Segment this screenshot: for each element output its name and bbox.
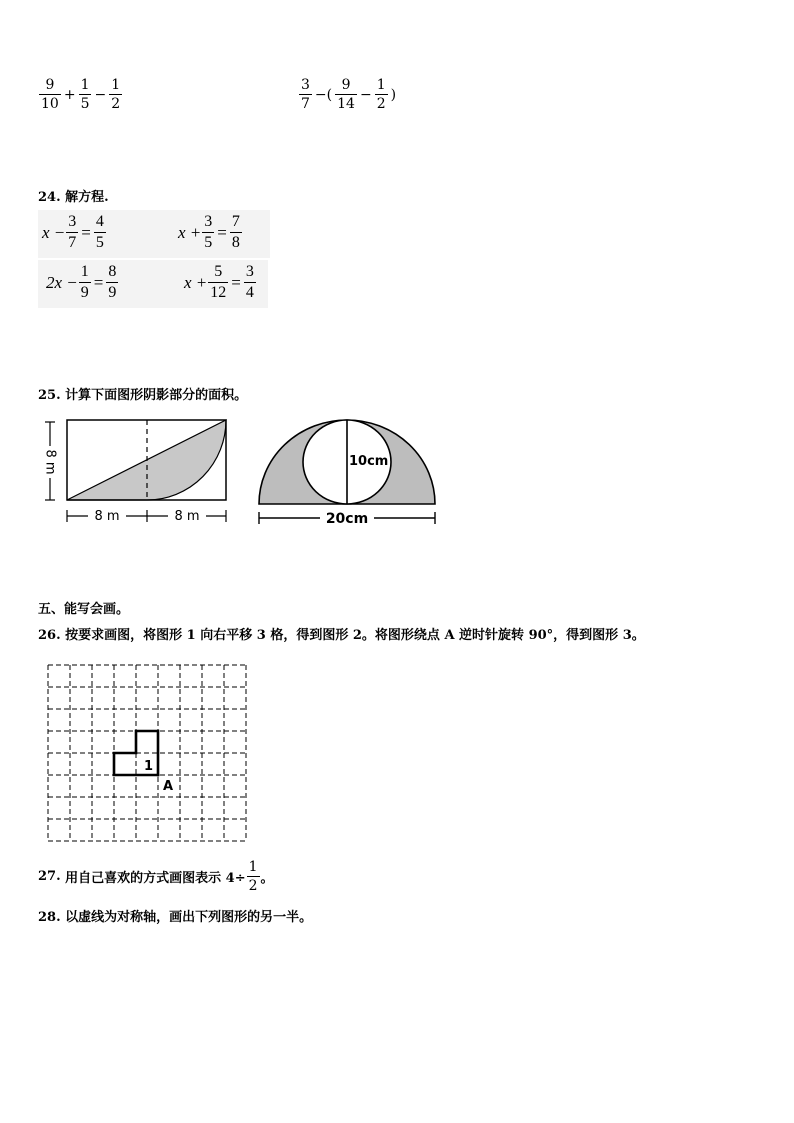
fraction: $\frac{1}{2}$	[376, 77, 386, 112]
point-a-dot	[157, 774, 160, 777]
grid-figure	[44, 660, 254, 846]
height-label: 8 m	[42, 449, 58, 475]
bottom-left-label: 8 m	[94, 509, 120, 524]
figure-rectangle-shaded	[36, 410, 236, 526]
equation-2: x + $\frac{3}{5}$ = $\frac{7}{8}$	[178, 213, 240, 251]
question-26-heading: 26. 按要求画图，将图形 1 向右平移 3 格，得到图形 2。将图形绕点 A 逆时针旋转 90°，得到图形 3。	[38, 628, 645, 643]
question-28-heading: 28. 以虚线为对称轴，画出下列图形的另一半。	[38, 910, 313, 925]
fraction: $\frac{9}{10}$	[41, 77, 59, 112]
equation-4: x + $\frac{5}{12}$ = $\frac{3}{4}$	[184, 263, 254, 301]
question-24-heading: 24. 解方程.	[38, 190, 109, 205]
equation-3: 2x − $\frac{1}{9}$ = $\frac{8}{9}$	[46, 263, 117, 301]
fraction: $\frac{3}{7}$	[301, 77, 310, 112]
expression-2: $\frac{3}{7}$ −( $\frac{9}{14}$ − $\frac{1}{2}$ )	[301, 77, 397, 112]
expression-1: $\frac{9}{10}$ + $\frac{1}{5}$ − $\frac{1}{2}$	[41, 77, 121, 112]
dashed-grid	[48, 665, 246, 841]
question-25-heading: 25. 计算下面图形阴影部分的面积。	[38, 388, 248, 403]
fraction: $\frac{1}{5}$	[80, 77, 90, 112]
equation-1: x − $\frac{3}{7}$ = $\frac{4}{5}$	[42, 213, 104, 251]
shape-1-label: 1	[144, 759, 154, 774]
point-a-label: A	[163, 779, 174, 794]
fraction: $\frac{1}{2}$	[111, 77, 121, 112]
width-label: 20cm	[325, 511, 369, 527]
fraction: $\frac{9}{14}$	[337, 77, 355, 112]
figure-semicircle-shaded	[254, 410, 440, 530]
bottom-right-label: 8 m	[174, 509, 200, 524]
question-27-heading: 27. 用自己喜欢的方式画图表示 4÷ $\frac{1}{2}$ 。	[38, 859, 274, 894]
diameter-label: 10cm	[349, 454, 389, 469]
section-5-title: 五、能写会画。	[38, 602, 130, 617]
